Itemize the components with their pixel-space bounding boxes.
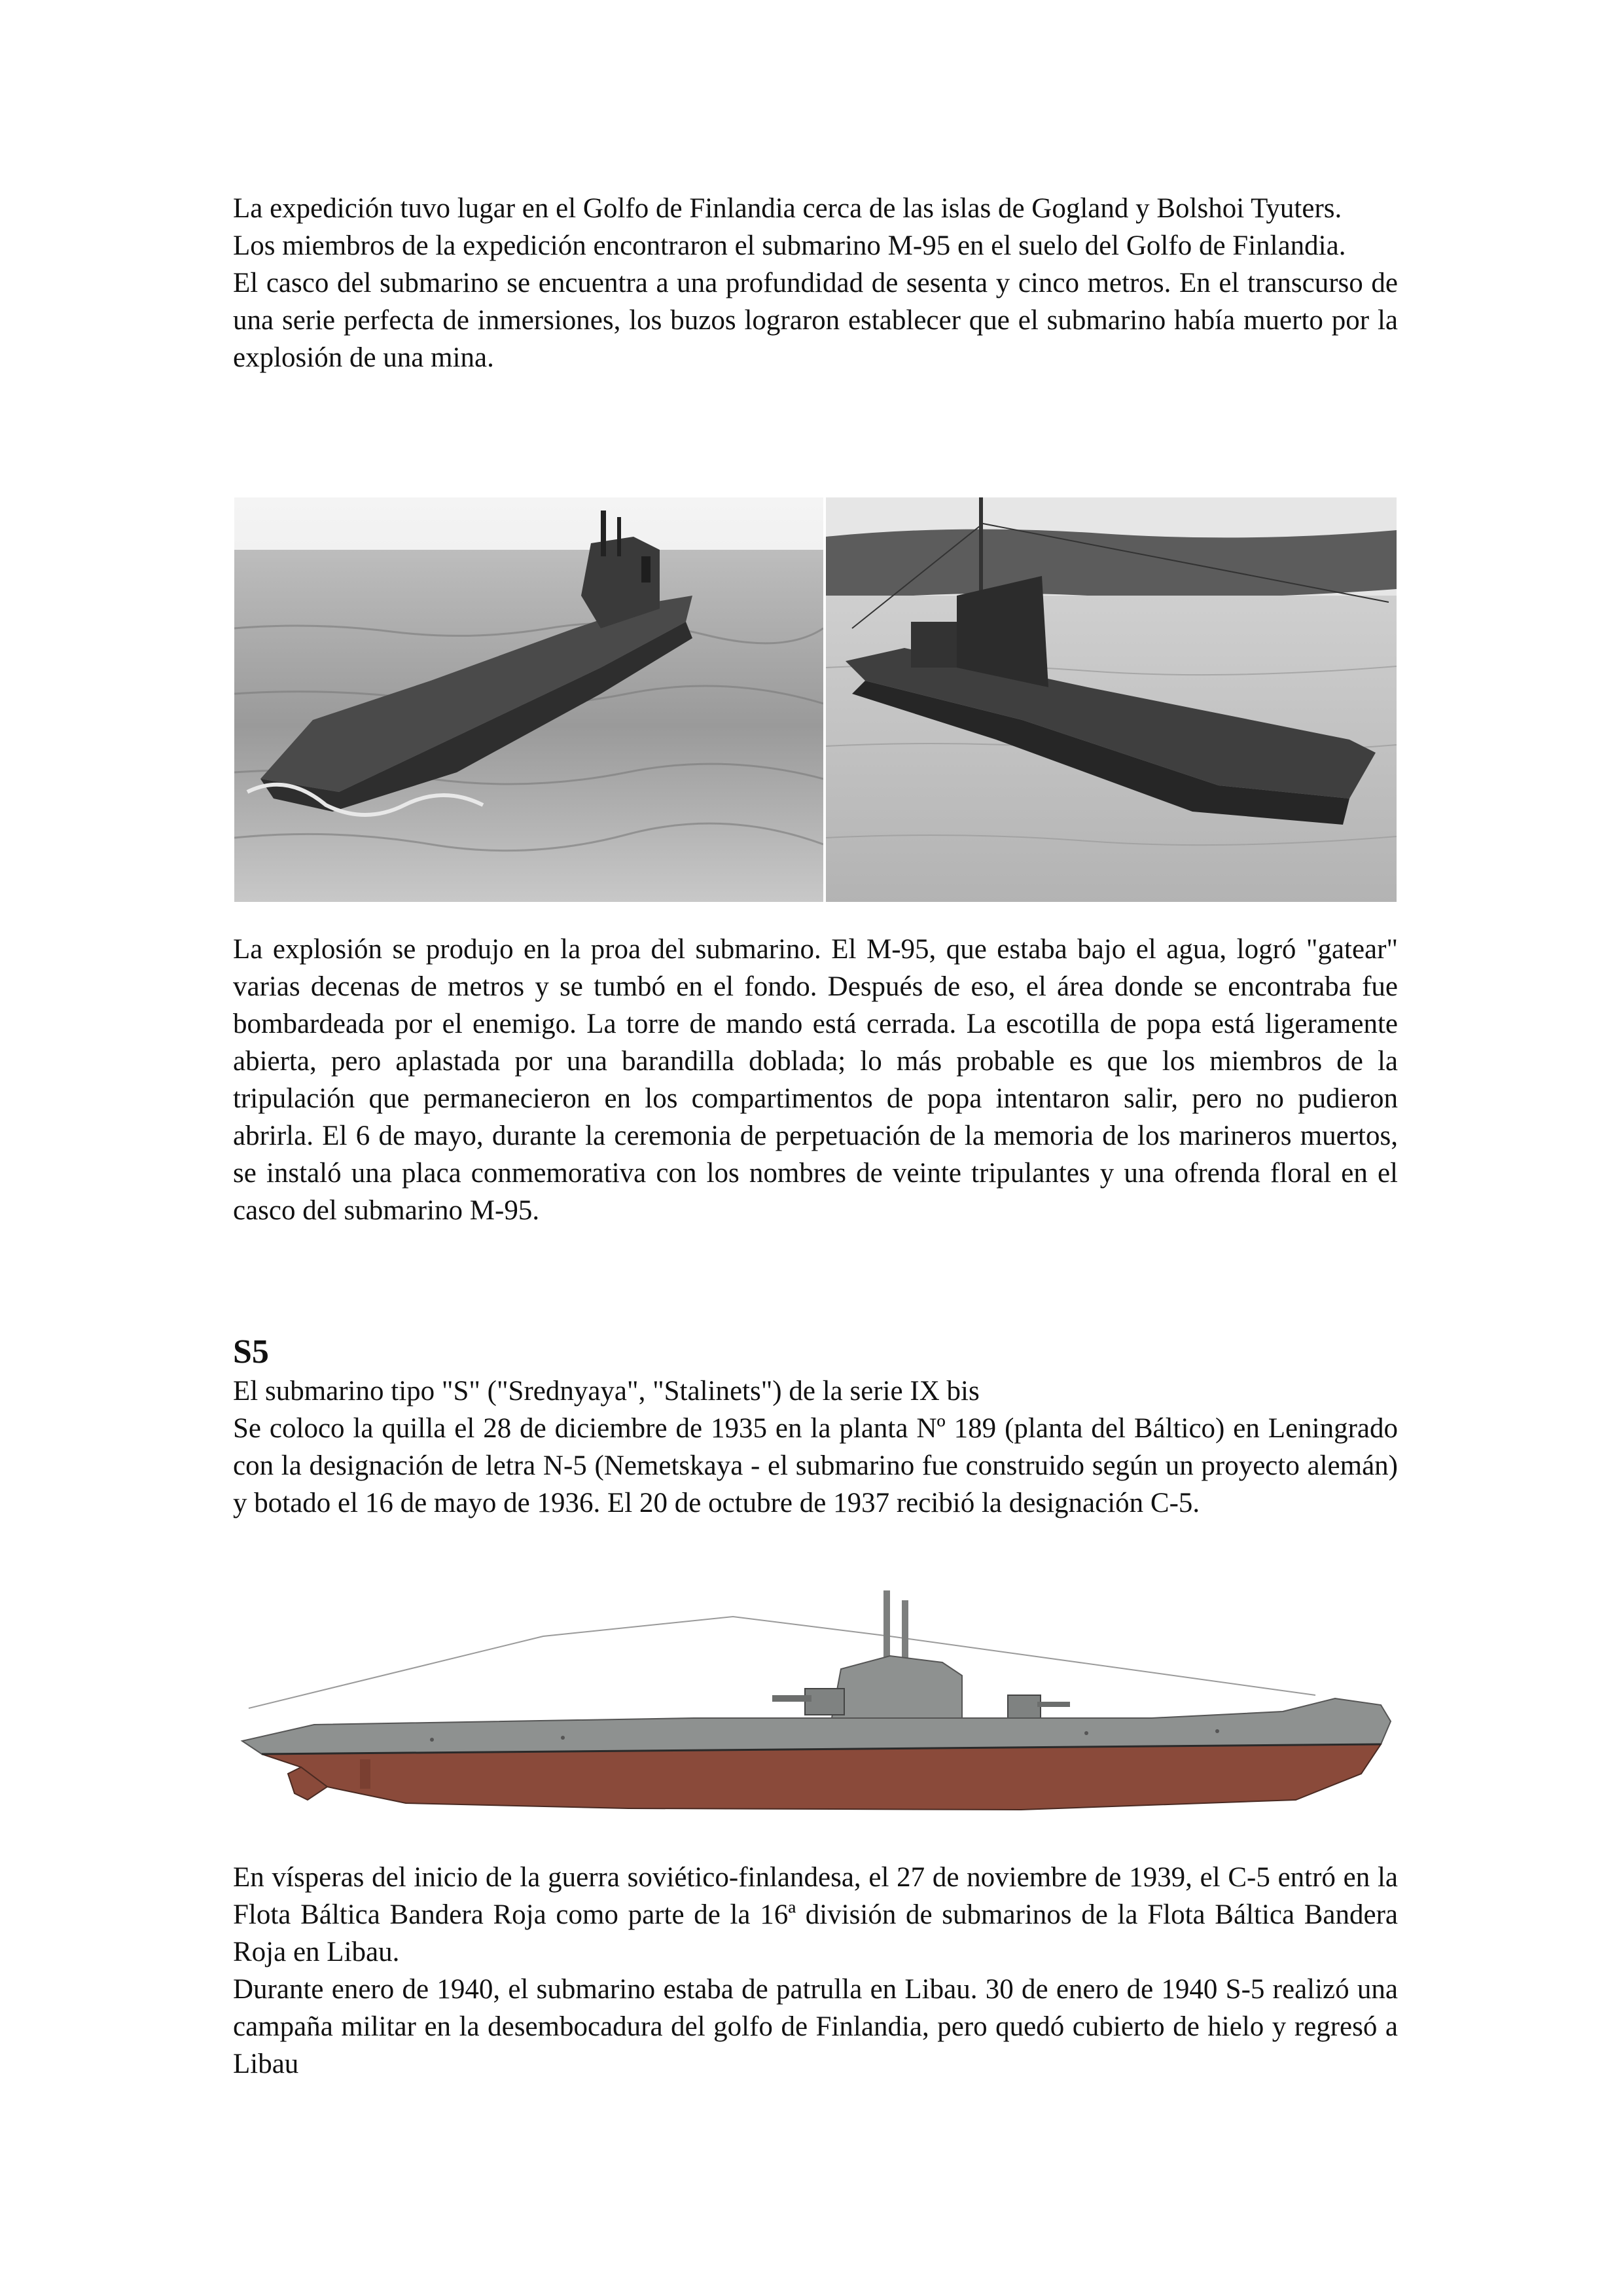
text-line: Se coloco la quilla el 28 de diciembre de 1935 en la planta Nº 189 (planta del Báltico) en Leningrado con la designación de letra N-5 (Nemetskaya - el submarino fue construido según un proyecto alemán) y botado el 16 de mayo de 1936. El 20 de octubre de 1937 recibió la designación C-5. xyxy=(233,1413,1398,1518)
text-line: Los miembros de la expedición encontraron el submarino M-95 en el suelo del Golfo de Finlandia. xyxy=(233,230,1346,261)
text-line: El casco del submarino se encuentra a una profundidad de sesenta y cinco metros. En el transcurso de una serie perfecta de inmersiones, los buzos lograron establecer que el submarino había muerto por la explosión de una mina. xyxy=(233,268,1398,373)
text-line: Durante enero de 1940, el submarino estaba de patrulla en Libau. 30 de enero de 1940 S-5 realizó una campaña militar en la desembocadura del golfo de Finlandia, pero quedó cubierto de hielo y regresó a Libau xyxy=(233,1974,1398,2079)
submarine-photo-left xyxy=(234,497,823,902)
text-line: El submarino tipo "S" ("Srednyaya", "Stalinets") de la serie IX bis xyxy=(233,1376,980,1407)
text-line: La explosión se produjo en la proa del submarino. El M-95, que estaba bajo el agua, logró "gatear" varias decenas de metros y se tumbó en el fondo. Después de eso, el área donde se encontraba fue bombardeada por el enemigo. La torre de mando está cerrada. La escotilla de popa está ligeramente abierta, pero aplastada por una barandilla doblada; lo más probable es que los miembros de la tripulación que permanecieron en los compartimentos de popa intentaron salir, pero no pudieron abrirla. El 6 de mayo, durante la ceremonia de perpetuación de la memoria de los marineros muertos, se instaló una placa conmemorativa con los nombres de veinte tripulantes y una ofrenda floral en el casco del submarino M-95. xyxy=(233,934,1398,1226)
war-paragraph xyxy=(233,1859,1398,2083)
explosion-paragraph xyxy=(233,931,1398,1229)
submarine-profile-illustration xyxy=(236,1590,1400,1813)
section-heading: S5 xyxy=(233,1333,269,1371)
submarine-photo-right xyxy=(826,497,1397,902)
section-s5 xyxy=(233,1332,1398,1522)
text-line: La expedición tuvo lugar en el Golfo de Finlandia cerca de las islas de Gogland y Bolshoi Tyuters. xyxy=(233,193,1342,224)
intro-paragraph xyxy=(233,190,1398,376)
text-line: En vísperas del inicio de la guerra soviético-finlandesa, el 27 de noviembre de 1939, el C-5 entró en la Flota Báltica Bandera Roja como parte de la 16ª división de submarinos de la Flota Báltica Bandera Roja en Libau. xyxy=(233,1862,1398,1967)
